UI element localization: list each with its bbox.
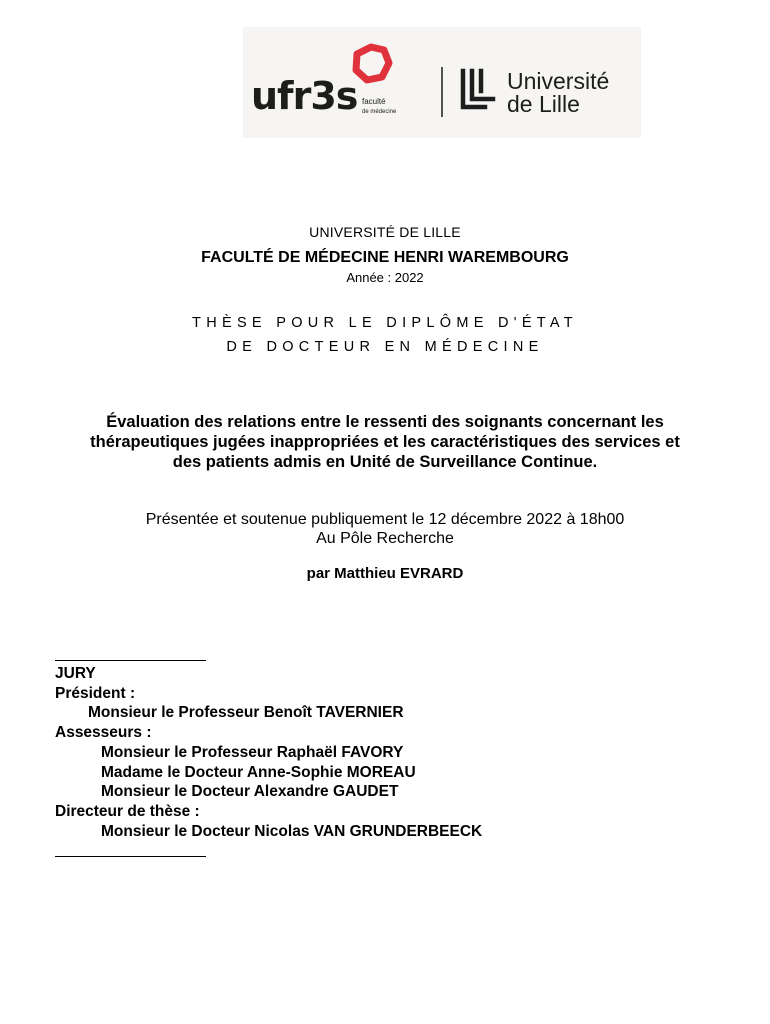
faculty-name: FACULTÉ DE MÉDECINE HENRI WAREMBOURG xyxy=(201,249,569,266)
univ-lille-line2: de Lille xyxy=(507,91,580,117)
jury-assessor: Madame le Docteur Anne-Sophie MOREAU xyxy=(101,763,416,781)
univ-lille-line1: Université xyxy=(507,68,610,94)
thesis-title-line: des patients admis en Unité de Surveillance Continue. xyxy=(172,453,598,471)
ufr3s-heptagon-icon xyxy=(356,47,389,80)
university-name: UNIVERSITÉ DE LILLE xyxy=(309,224,461,240)
logos-svg xyxy=(243,27,641,138)
thesis-title xyxy=(0,412,770,472)
thesis-type-line2: DE DOCTEUR EN MÉDECINE xyxy=(226,339,544,355)
jury-heading: JURY xyxy=(55,665,96,682)
thesis-type-line1: THÈSE POUR LE DIPLÔME D'ÉTAT xyxy=(192,315,578,331)
ufr3s-sub-line2: de médecine xyxy=(362,109,397,115)
jury-assessor: Monsieur le Professeur Raphaël FAVORY xyxy=(101,743,404,761)
ufr3s-sub-line1: faculté xyxy=(362,97,386,106)
univ-lille-logo xyxy=(463,68,609,117)
academic-year: Année : 2022 xyxy=(346,270,424,285)
separator-rule-top xyxy=(55,660,206,661)
thesis-title-line: Évaluation des relations entre le ressenti des soignants concernant les xyxy=(106,413,664,431)
ufr3s-wordmark: ufr3s xyxy=(251,74,358,118)
jury-section xyxy=(55,664,482,841)
thesis-title-line: thérapeutiques jugées inappropriées et les caractéristiques des services et xyxy=(90,433,680,451)
thesis-author: par Matthieu EVRARD xyxy=(306,565,464,582)
presentation-location: Au Pôle Recherche xyxy=(316,530,454,547)
logo-banner xyxy=(243,27,641,138)
jury-assessor: Monsieur le Docteur Alexandre GAUDET xyxy=(101,783,399,801)
director-label: Directeur de thèse : xyxy=(55,802,200,820)
thesis-director: Monsieur le Docteur Nicolas VAN GRUNDERBEECK xyxy=(101,822,483,840)
presentation-date: Présentée et soutenue publiquement le 12 décembre 2022 à 18h00 xyxy=(145,511,625,528)
univ-lille-mark-icon xyxy=(463,71,493,107)
ufr3s-logo xyxy=(251,47,397,118)
separator-rule-bottom xyxy=(55,856,206,857)
assessors-label: Assesseurs : xyxy=(55,724,152,742)
president-label: Président : xyxy=(55,684,136,702)
jury-president: Monsieur le Professeur Benoît TAVERNIER xyxy=(88,704,404,722)
